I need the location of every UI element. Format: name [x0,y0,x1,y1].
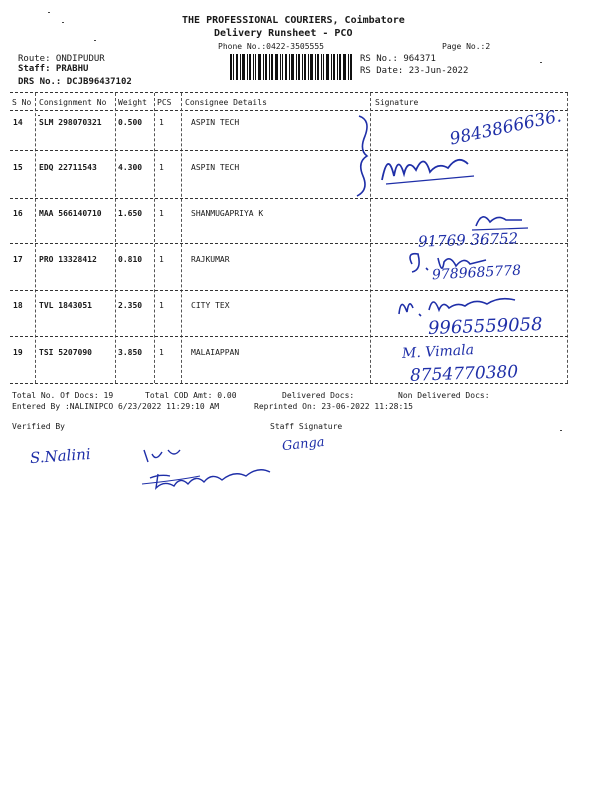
row-consignment: PRO 13328412 [39,255,97,264]
col-sno: S No [12,98,32,107]
route-label: Route: ONDIPUDUR [18,54,105,64]
row-weight: 0.500 [118,118,143,127]
col-signature: Signature [375,98,419,107]
row-weight: 4.300 [118,163,143,172]
col-consignment: Consignment No [39,98,107,107]
entered-by: Entered By :NALINIPCO 6/23/2022 11:29:10 AM [12,402,220,411]
row-pcs: 1 [159,163,164,172]
company-name: THE PROFESSIONAL COURIERS, Coimbatore [182,15,405,26]
row-consignee: SHANMUGAPRIYA K [191,209,264,218]
row-consignee: ASPIN TECH [191,118,240,127]
handwritten-phone: 91769 36752 [417,229,519,251]
rs-date: RS Date: 23-Jun-2022 [360,66,469,76]
row-sno: 17 [13,255,23,264]
row-separator [10,198,568,199]
row-weight: 2.350 [118,301,143,310]
row-sno: 18 [13,301,23,310]
rs-number: RS No.: 964371 [360,54,436,64]
table-header-rule [10,110,568,111]
row-pcs: 1 [159,348,164,357]
row-pcs: 1 [159,209,164,218]
phone-number: Phone No.:0422-3505555 [218,42,324,51]
row-consignment: TVL 1843051 [39,301,92,310]
verified-by-label: Verified By [12,422,65,431]
row-pcs: 1 [159,118,164,127]
row-consignment: TSI 5207090 [39,348,92,357]
verifier-signature: S.Nalini [29,444,92,468]
row-weight: 3.850 [118,348,143,357]
total-cod: Total COD Amt: 0.00 [145,391,237,400]
row-weight: 0.810 [118,255,143,264]
row-consignment: MAA 566140710 [39,209,102,218]
col-pcs: PCS [157,98,172,107]
signature-scribble [470,208,530,232]
col-divider [154,93,155,383]
delivered-docs: Delivered Docs: [282,391,355,400]
staff-label: Staff: PRABHU [18,64,89,74]
handwritten-phone: 9789685778 [431,262,522,284]
col-divider [181,93,182,383]
drs-number: DRS No.: DCJB96437102 [18,77,132,87]
col-divider [567,93,568,383]
row-separator [10,290,568,291]
row-pcs: 1 [159,255,164,264]
table-top-rule [10,92,568,93]
handwritten-phone: 9965559058 [427,314,543,339]
barcode [230,54,354,80]
document-subtitle: Delivery Runsheet - PCO [214,28,353,39]
staff-signature-label: Staff Signature [270,422,343,431]
col-weight: Weight [118,98,147,107]
row-consignee: RAJKUMAR [191,255,230,264]
total-docs: Total No. Of Docs: 19 [12,391,114,400]
staff-signature: Ganga [281,434,326,455]
signature-scribble [378,140,488,190]
handwritten-phone: 8754770380 [409,362,519,386]
row-consignee: CITY TEX [191,301,230,310]
row-consignment: EDQ 22711543 [39,163,97,172]
col-consignee: Consignee Details [185,98,267,107]
handwritten-phone: 9843866636. [448,106,564,150]
row-pcs: 1 [159,301,164,310]
row-sno: 14 [13,118,23,127]
col-divider [115,93,116,383]
row-sno: 15 [13,163,23,172]
row-consignee: ASPIN TECH [191,163,240,172]
page-number: Page No.:2 [442,42,491,51]
row-weight: 1.650 [118,209,143,218]
row-consignment: SLM 298070321 [39,118,102,127]
reprinted-on: Reprinted On: 23-06-2022 11:28:15 [254,402,413,411]
row-consignee: MALAIAPPAN [191,348,240,357]
non-delivered-docs: Non Delivered Docs: [398,391,490,400]
row-sno: 19 [13,348,23,357]
row-sno: 16 [13,209,23,218]
handwritten-name: M. Vimala [401,342,475,362]
col-divider [35,93,36,383]
signature-scribble [140,440,290,500]
